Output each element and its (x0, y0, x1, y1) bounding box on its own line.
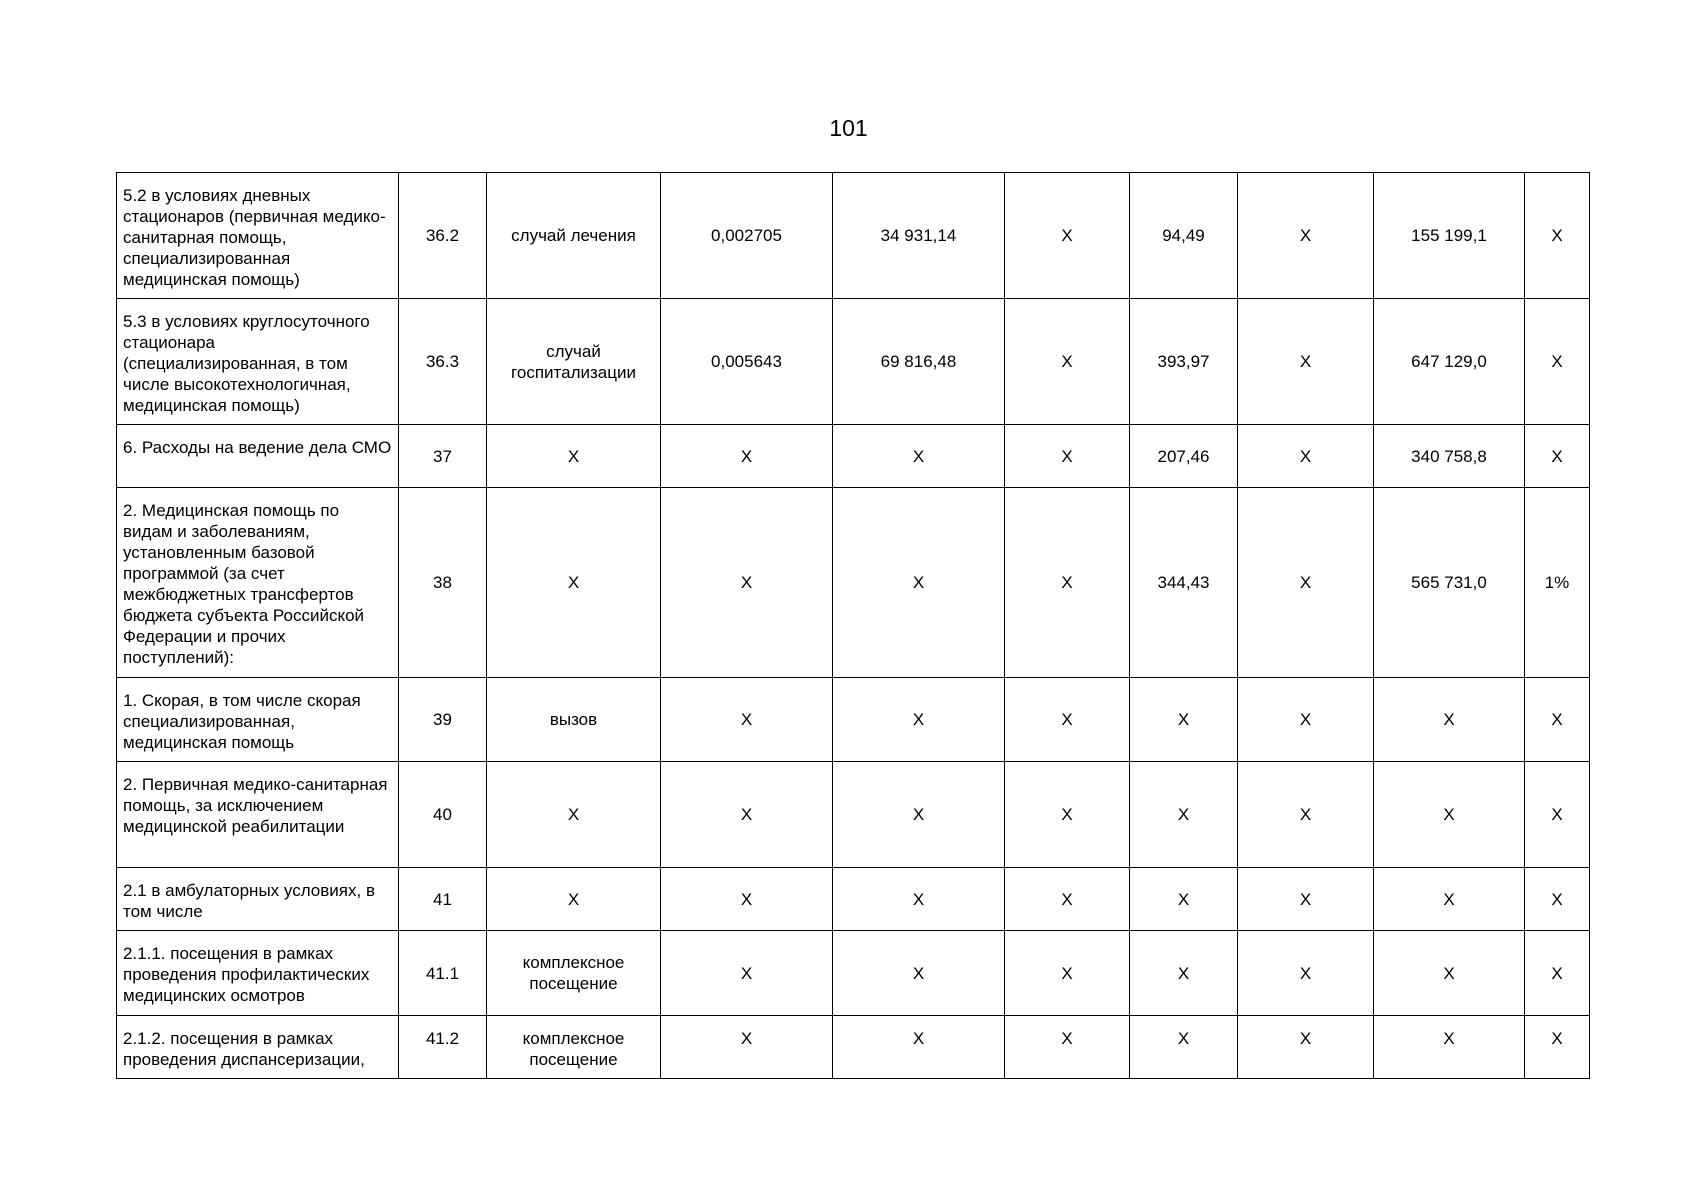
row-line-number: 41 (399, 868, 487, 931)
row-cell-9: 340 758,8 (1374, 425, 1525, 488)
row-cell-9: Х (1374, 762, 1525, 868)
row-cell-10: Х (1525, 868, 1590, 931)
row-cell-6: Х (1005, 1016, 1130, 1079)
row-cell-6: Х (1005, 678, 1130, 762)
row-unit: комплексное посещение (487, 931, 661, 1016)
table-row (117, 299, 1590, 425)
table-row (117, 931, 1590, 1016)
row-cell-4: Х (661, 1016, 833, 1079)
row-unit: вызов (487, 678, 661, 762)
row-cell-9: Х (1374, 931, 1525, 1016)
row-cell-9: Х (1374, 1016, 1525, 1079)
row-unit: Х (487, 762, 661, 868)
row-cell-9: 647 129,0 (1374, 299, 1525, 425)
row-cell-4: Х (661, 488, 833, 678)
row-description: 2.1.1. посещения в рамках проведения профилактических медицинских осмотров (117, 931, 399, 1016)
row-cell-9: Х (1374, 868, 1525, 931)
row-description: 5.2 в условиях дневных стационаров (первичная медико-санитарная помощь, специализированная медицинская помощь) (117, 173, 399, 299)
row-cell-8: Х (1238, 173, 1374, 299)
table-row (117, 425, 1590, 488)
row-cell-7: Х (1130, 762, 1238, 868)
row-cell-7: 94,49 (1130, 173, 1238, 299)
table-row (117, 1016, 1590, 1079)
row-cell-4: 0,005643 (661, 299, 833, 425)
row-cell-6: Х (1005, 173, 1130, 299)
row-cell-8: Х (1238, 931, 1374, 1016)
row-cell-7: Х (1130, 1016, 1238, 1079)
row-line-number: 37 (399, 425, 487, 488)
row-cell-5: Х (833, 425, 1005, 488)
row-cell-8: Х (1238, 488, 1374, 678)
row-description: 2. Медицинская помощь по видам и заболеваниям, установленным базовой программой (за счет межбюджетных трансфертов бюджета субъекта Российской Федерации и прочих поступлений): (117, 488, 399, 678)
row-cell-5: 34 931,14 (833, 173, 1005, 299)
row-cell-5: Х (833, 1016, 1005, 1079)
row-cell-4: 0,002705 (661, 173, 833, 299)
row-cell-10: Х (1525, 173, 1590, 299)
row-line-number: 41.1 (399, 931, 487, 1016)
row-cell-10: Х (1525, 678, 1590, 762)
data-table (116, 172, 1590, 1079)
row-cell-10: Х (1525, 1016, 1590, 1079)
row-description: 1. Скорая, в том числе скорая специализированная, медицинская помощь (117, 678, 399, 762)
row-cell-8: Х (1238, 868, 1374, 931)
row-line-number: 36.3 (399, 299, 487, 425)
row-cell-6: Х (1005, 425, 1130, 488)
row-cell-8: Х (1238, 762, 1374, 868)
row-cell-4: Х (661, 425, 833, 488)
row-cell-4: Х (661, 678, 833, 762)
row-description: 2.1 в амбулаторных условиях, в том числе (117, 868, 399, 931)
row-cell-8: Х (1238, 299, 1374, 425)
row-unit: случай лечения (487, 173, 661, 299)
row-cell-7: 344,43 (1130, 488, 1238, 678)
row-description: 5.3 в условиях круглосуточного стационара (специализированная, в том числе высокотехнологичная, медицинская помощь) (117, 299, 399, 425)
row-cell-4: Х (661, 931, 833, 1016)
row-cell-5: Х (833, 488, 1005, 678)
row-cell-6: Х (1005, 762, 1130, 868)
row-description: 6. Расходы на ведение дела СМО (117, 425, 399, 488)
row-cell-5: Х (833, 762, 1005, 868)
row-cell-6: Х (1005, 931, 1130, 1016)
row-cell-8: Х (1238, 678, 1374, 762)
row-cell-10: 1% (1525, 488, 1590, 678)
row-cell-6: Х (1005, 488, 1130, 678)
row-unit: Х (487, 488, 661, 678)
table-row (117, 488, 1590, 678)
row-cell-5: 69 816,48 (833, 299, 1005, 425)
row-cell-5: Х (833, 678, 1005, 762)
row-unit: Х (487, 868, 661, 931)
row-cell-6: Х (1005, 868, 1130, 931)
row-line-number: 38 (399, 488, 487, 678)
row-cell-5: Х (833, 931, 1005, 1016)
row-cell-4: Х (661, 868, 833, 931)
row-line-number: 40 (399, 762, 487, 868)
row-cell-7: Х (1130, 678, 1238, 762)
row-cell-8: Х (1238, 1016, 1374, 1079)
row-line-number: 39 (399, 678, 487, 762)
page-number: 101 (829, 115, 868, 141)
row-cell-9: 565 731,0 (1374, 488, 1525, 678)
row-unit: комплексное посещение (487, 1016, 661, 1079)
row-line-number: 41.2 (399, 1016, 487, 1079)
row-cell-4: Х (661, 762, 833, 868)
table-row (117, 762, 1590, 868)
row-cell-5: Х (833, 868, 1005, 931)
row-cell-10: Х (1525, 931, 1590, 1016)
row-cell-7: Х (1130, 931, 1238, 1016)
row-cell-9: Х (1374, 678, 1525, 762)
table-row (117, 678, 1590, 762)
row-cell-10: Х (1525, 762, 1590, 868)
row-cell-10: Х (1525, 425, 1590, 488)
row-cell-7: 393,97 (1130, 299, 1238, 425)
row-description: 2. Первичная медико-санитарная помощь, за исключением медицинской реабилитации (117, 762, 399, 868)
row-line-number: 36.2 (399, 173, 487, 299)
table-row (117, 173, 1590, 299)
row-cell-8: Х (1238, 425, 1374, 488)
row-cell-7: Х (1130, 868, 1238, 931)
row-cell-10: Х (1525, 299, 1590, 425)
row-cell-6: Х (1005, 299, 1130, 425)
row-description: 2.1.2. посещения в рамках проведения диспансеризации, (117, 1016, 399, 1079)
row-unit: случай госпитализации (487, 299, 661, 425)
row-unit: Х (487, 425, 661, 488)
row-cell-7: 207,46 (1130, 425, 1238, 488)
row-cell-9: 155 199,1 (1374, 173, 1525, 299)
table-row (117, 868, 1590, 931)
